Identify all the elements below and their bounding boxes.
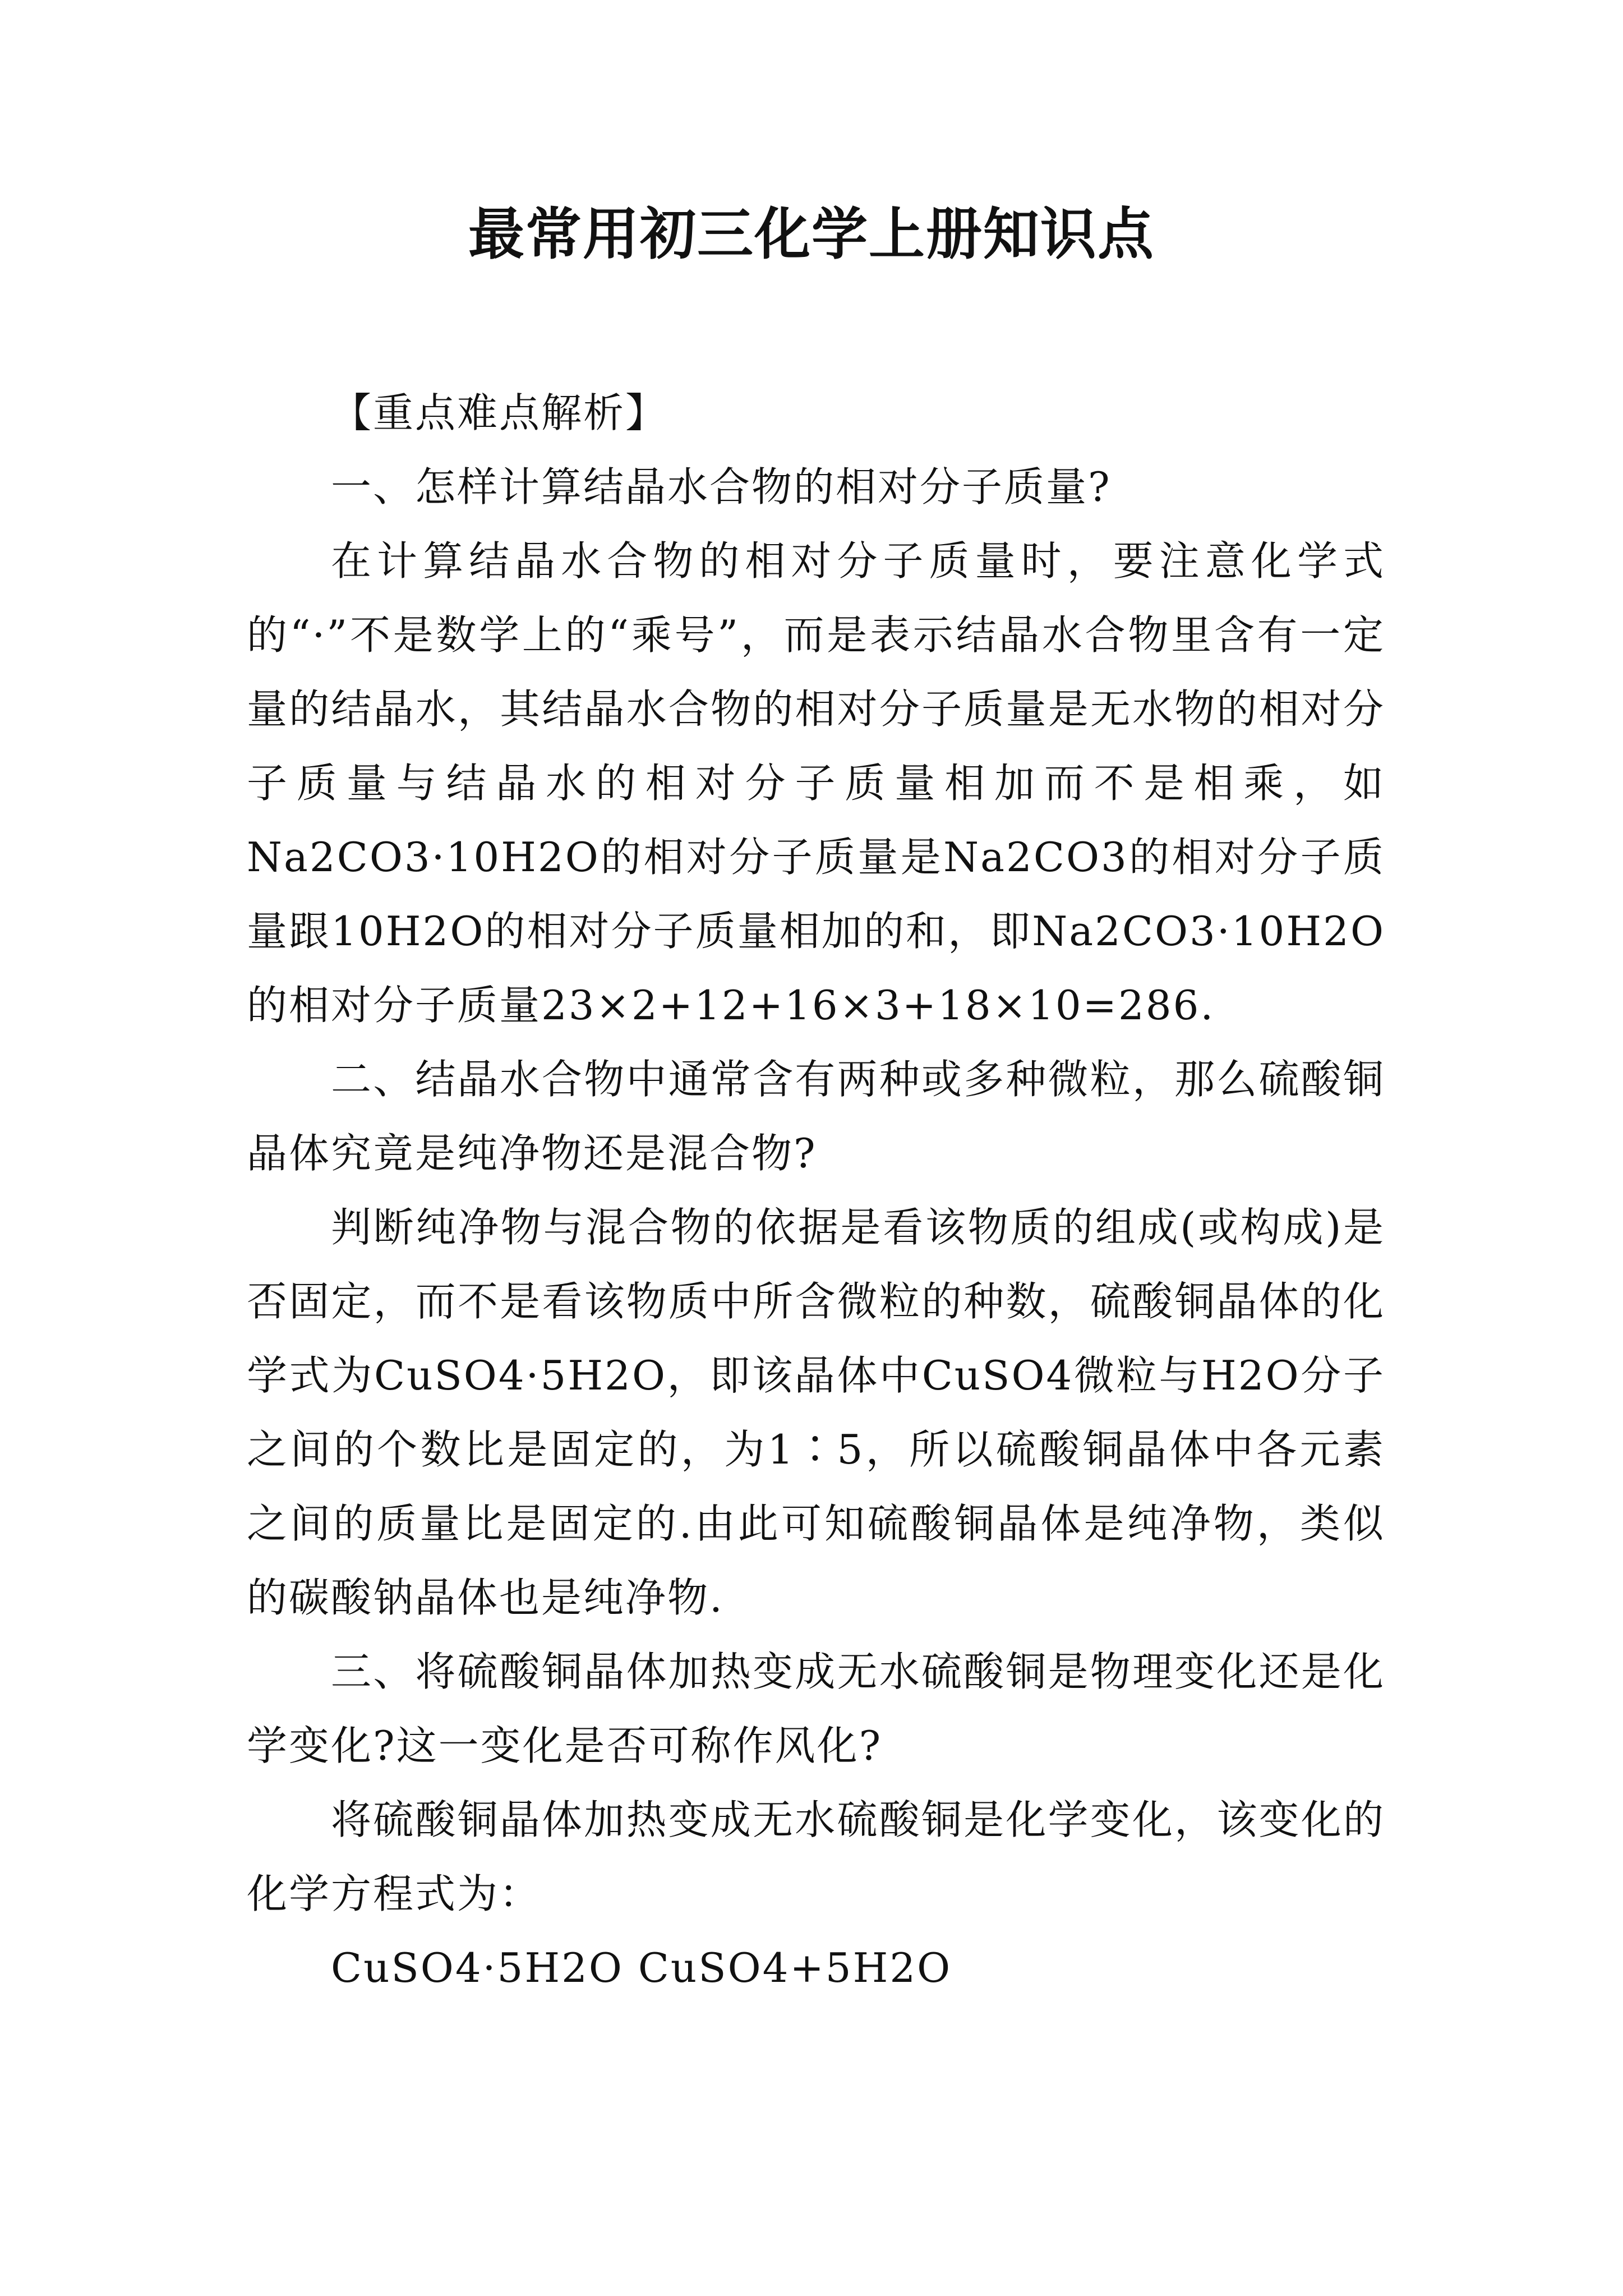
question-2-heading: 二、结晶水合物中通常含有两种或多种微粒，那么硫酸铜晶体究竟是纯净物还是混合物? — [247, 1056, 1385, 1177]
question-3-heading: 三、将硫酸铜晶体加热变成无水硫酸铜是物理变化还是化学变化?这一变化是否可称作风化? — [247, 1648, 1385, 1769]
chemical-equation: CuSO4·5H2O CuSO4+5H2O — [331, 1944, 952, 1991]
answer-1-paragraph: 在计算结晶水合物的相对分子质量时，要注意化学式的“·”不是数学上的“乘号”，而是表示结晶水合物里含有一定量的结晶水，其结晶水合物的相对分子质量是无水物的相对分子质量与结晶水的相对分子质量相加而不是相乘，如Na2CO3·10H2O的相对分子质量是Na2CO3的相对分子质量跟10H2O的相对分子质量相加的和，即Na2CO3·10H2O的相对分子质量23×2+12+16×3+18×10=286. — [247, 537, 1385, 1029]
section-label: 【重点难点解析】 — [331, 389, 668, 436]
answer-2-paragraph: 判断纯净物与混合物的依据是看该物质的组成(或构成)是否固定，而不是看该物质中所含微粒的种数，硫酸铜晶体的化学式为CuSO4·5H2O，即该晶体中CuSO4微粒与H2O分子之间的个数比是固定的，为1∶5，所以硫酸铜晶体中各元素之间的质量比是固定的.由此可知硫酸铜晶体是纯净物，类似的碳酸钠晶体也是纯净物. — [247, 1204, 1385, 1621]
question-1-heading: 一、怎样计算结晶水合物的相对分子质量? — [331, 463, 1112, 510]
document-body — [247, 376, 1385, 2005]
answer-3-paragraph: 将硫酸铜晶体加热变成无水硫酸铜是化学变化，该变化的化学方程式为： — [247, 1796, 1385, 1917]
document-title: 最常用初三化学上册知识点 — [468, 201, 1155, 267]
